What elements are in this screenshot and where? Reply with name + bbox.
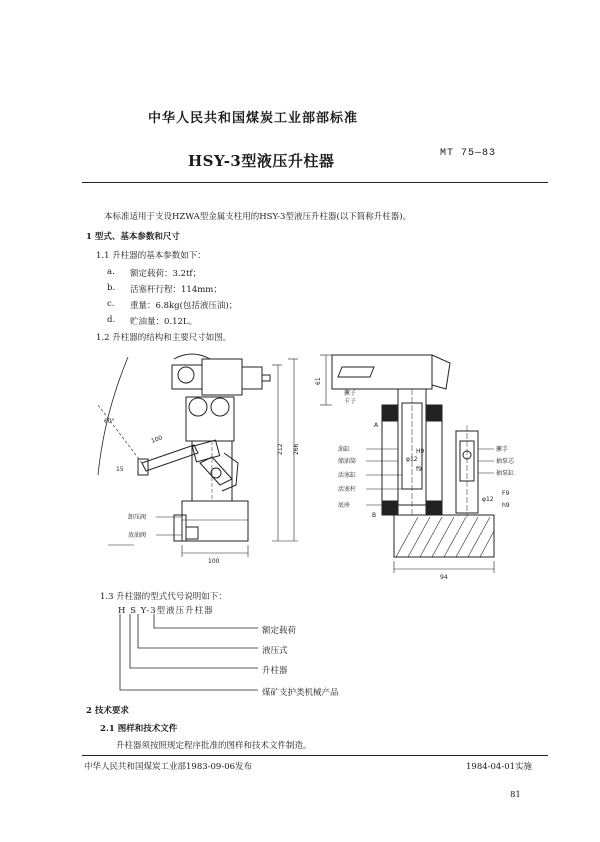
top-housing-left bbox=[172, 365, 202, 389]
effective-date: 1984-04-01实施 bbox=[466, 762, 533, 772]
height-266-label: 266 bbox=[293, 443, 300, 455]
section-base bbox=[394, 515, 494, 557]
section-2-1-text: 升柱器须按照规定程序批准的图样和技术文件制造。 bbox=[116, 741, 312, 751]
fit2-label-diameter: φ12 bbox=[482, 496, 494, 503]
label-handle: 撅子 bbox=[344, 390, 357, 397]
section-1-3: 1.3 升柱器的型式代号说明如下： bbox=[100, 592, 227, 602]
param-b-key: b. bbox=[107, 283, 116, 293]
label-pump-plug: 抽泵芯 bbox=[496, 458, 515, 465]
top-housing-right bbox=[202, 359, 242, 395]
lever-arm bbox=[142, 445, 198, 471]
fit2-label-F9: F9 bbox=[502, 490, 510, 497]
release-valve-label: 放油阀 bbox=[128, 532, 147, 539]
unload-valve-label: 卸压阀 bbox=[128, 514, 147, 521]
label-A: A bbox=[374, 422, 379, 429]
assembly-drawing bbox=[82, 345, 552, 585]
param-c-text: 重量：6.8kg(包括液压油)； bbox=[130, 301, 238, 311]
arm-offset-label: 15 bbox=[116, 466, 124, 473]
arm-length-label: 100 bbox=[150, 434, 164, 445]
section-2-1: 2.1 图样和技术文件 bbox=[100, 724, 178, 734]
code-item-lifter: 升柱器 bbox=[262, 666, 288, 676]
label-cylinder: 储油筒 bbox=[338, 458, 357, 465]
section-1-heading: 1 型式、基本参数和尺寸 bbox=[86, 232, 180, 242]
label-base: 底座 bbox=[338, 502, 351, 509]
top-handle-block bbox=[332, 355, 432, 389]
param-b-text: 活塞杆行程：114mm； bbox=[130, 285, 222, 295]
fit-label-diameter: φ12 bbox=[406, 456, 418, 463]
header-rule bbox=[82, 182, 548, 183]
section-2-heading: 2 技术要求 bbox=[86, 706, 129, 716]
param-a-text: 额定载荷：3.2tf； bbox=[130, 269, 202, 279]
document-title: HSY-3型液压升柱器 bbox=[188, 152, 335, 170]
label-B: B bbox=[372, 512, 377, 519]
fit2-label-h9: h9 bbox=[502, 502, 510, 509]
standard-code: MT 75—83 bbox=[440, 148, 497, 159]
param-c-key: c. bbox=[107, 299, 115, 309]
code-item-hydraulic: 液压式 bbox=[262, 646, 288, 656]
height-61-label: 61 bbox=[315, 377, 322, 385]
label-pump-cylinder: 抽泵缸 bbox=[496, 470, 515, 477]
param-d-text: 贮油量：0.12L。 bbox=[130, 317, 198, 327]
height-212-label: 212 bbox=[277, 443, 284, 455]
code-item-load: 额定载荷 bbox=[262, 626, 297, 636]
code-breakdown-diagram bbox=[110, 614, 260, 698]
label-chamber: 油缸 bbox=[338, 446, 351, 453]
label-piston-rod: 活塞杆 bbox=[338, 486, 357, 493]
label-piston-ring: 活塞缸 bbox=[338, 472, 357, 479]
label-handle-right: 撅手 bbox=[496, 446, 509, 453]
footer-rule bbox=[82, 755, 548, 756]
page-number: 81 bbox=[510, 790, 521, 800]
fit-label-f9: f9 bbox=[416, 466, 422, 473]
base-94-label: 94 bbox=[440, 574, 448, 581]
ministry-heading: 中华人民共和国煤炭工业部部标准 bbox=[148, 111, 359, 126]
code-item-category: 煤矿支护类机械产品 bbox=[262, 688, 339, 698]
param-d-key: d. bbox=[107, 315, 116, 325]
base-width-label: 100 bbox=[208, 558, 220, 565]
base-block bbox=[182, 501, 248, 541]
swing-arc bbox=[98, 357, 128, 475]
section-1-2: 1.2 升柱器的结构和主要尺寸如图。 bbox=[96, 333, 232, 343]
intro-text: 本标准适用于支设HZWA型金属支柱用的HSY-3型液压升柱器(以下简称升柱器)。 bbox=[104, 212, 412, 222]
cylinder-body bbox=[186, 397, 234, 441]
angle-label: 60° bbox=[104, 418, 115, 425]
section-1-1: 1.1 升柱器的基本参数如下： bbox=[96, 251, 206, 261]
model-code: H S Y-3型液压升柱器 bbox=[118, 606, 214, 616]
fit-label-H9: H9 bbox=[416, 448, 425, 455]
label-jaw: 卡子 bbox=[344, 398, 357, 405]
issued-date: 中华人民共和国煤炭工业部1983-09-06发布 bbox=[84, 762, 253, 772]
param-a-key: a. bbox=[107, 267, 115, 277]
